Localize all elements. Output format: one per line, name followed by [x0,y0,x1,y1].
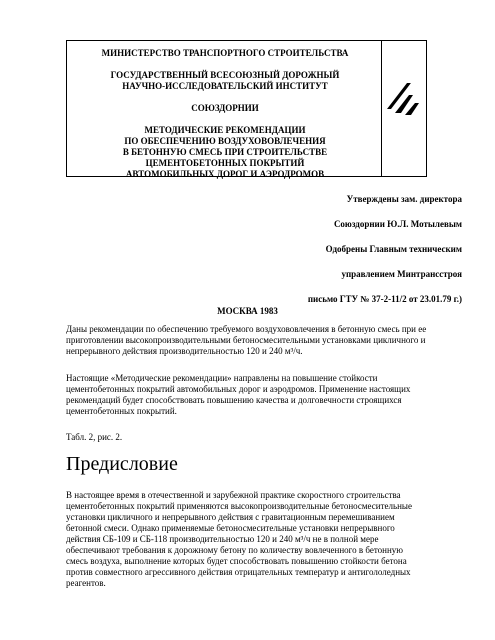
institute-abbr: СОЮЗДОРНИИ [191,103,259,113]
text-line: непрерывного действия производительностью 120 и 240 м³/ч. [66,346,303,356]
preface-paragraph [66,490,431,589]
approval-line: управлением Минтрансстроя [341,269,462,279]
text-line: рекомендаций будет способствовать повышению качества и долговечности строящихся [66,395,402,405]
preface-heading: Предисловие [66,453,178,475]
text-line: цементобетонных покрытий применяются высокопроизводительные бетоносмесительные [66,501,412,511]
text-line: смесь воздуха, выполнение которых будет способствовать повышению стойкости бетона [66,556,407,566]
abstract-paragraph [66,324,431,357]
city-year: МОСКВА 1983 [217,306,278,316]
institute-name-line2: НАУЧНО-ИССЛЕДОВАТЕЛЬСКИЙ ИНСТИТУТ [122,81,328,91]
approval-line: Утверждены зам. директора [346,194,462,204]
doc-title-line: ПО ОБЕСПЕЧЕНИЮ ВОЗДУХОВОВЛЕЧЕНИЯ [124,136,326,146]
approval-block [202,194,462,319]
doc-title-line: ЦЕМЕНТОБЕТОННЫХ ПОКРЫТИЙ [145,158,305,168]
text-line: реагентов. [66,578,106,588]
text-line: цементобетонных покрытий. [66,406,177,416]
text-line: цементобетонных покрытий автомобильных дорог и аэродромов. Применение настоящих [66,384,411,394]
purpose-paragraph [66,373,431,417]
text-line: установки цикличного и непрерывного действия с гравитационным перемешиванием [66,512,395,522]
text-line: В настоящее время в отечественной и зарубежной практике скоростного строительства [66,490,401,500]
approval-line: Одобрены Главным техническим [325,244,462,254]
doc-title-line: В БЕТОННУЮ СМЕСЬ ПРИ СТРОИТЕЛЬСТВЕ [122,147,328,157]
text-line: обеспечивают требования к дорожному бетону по количеству вовлеченного в бетонную [66,545,404,555]
approval-line: письмо ГТУ № 37-2-11/2 от 23.01.79 г.) [307,294,462,304]
logo-cell [381,41,426,176]
title-block [66,40,427,177]
approval-line: Союздорнии Ю.Л. Мотылевым [333,219,462,229]
tables-figures-note: Табл. 2, рис. 2. [66,432,123,442]
text-line: приготовлении высокопроизводительными бетоносмесительными установками цикличного и [66,335,426,345]
text-line: бетонной смеси. Однако применяемые бетоносмесительные установки непрерывного [66,523,395,533]
text-line: против совместного агрессивного действия отрицательных температур и антигололедных [66,567,411,577]
ministry-name: МИНИСТЕРСТВО ТРАНСПОРТНОГО СТРОИТЕЛЬСТВА [101,48,349,58]
text-line: Настоящие «Методические рекомендации» направлены на повышение стойкости [66,373,378,383]
institute-name-line1: ГОСУДАРСТВЕННЫЙ ВСЕСОЮЗНЫЙ ДОРОЖНЫЙ [110,70,340,80]
text-line: действия СБ-109 и СБ-118 производительностью 120 и 240 м³/ч не в полной мере [66,534,379,544]
header-text [67,41,383,180]
doc-title-line: АВТОМОБИЛЬНЫХ ДОРОГ И АЭРОДРОМОВ [125,169,325,179]
text-line: Даны рекомендации по обеспечению требуемого воздухововлечения в бетонную смесь при ее [66,324,427,334]
doc-title-line: МЕТОДИЧЕСКИЕ РЕКОМЕНДАЦИИ [144,125,306,135]
road-institute-logo-icon [385,79,423,119]
